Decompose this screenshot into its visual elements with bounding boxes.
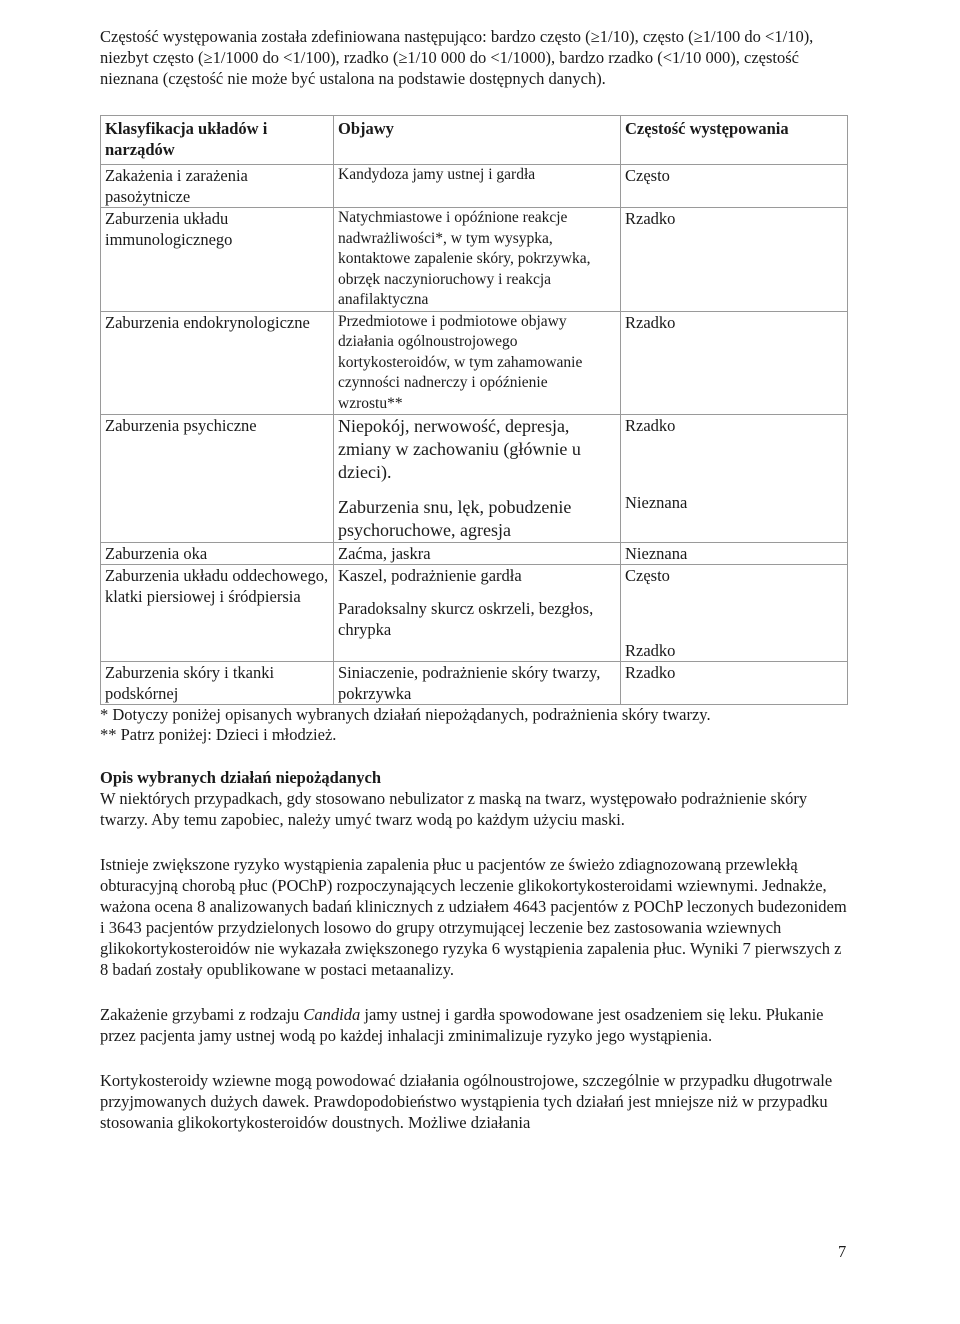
frequency-text: Często xyxy=(625,566,670,585)
table-row xyxy=(101,543,848,565)
symptom-cell: Kandydoza jamy ustnej i gardła xyxy=(334,165,621,208)
table-row xyxy=(101,311,848,415)
symptom-cell: Siniaczenie, podrażnienie skóry twarzy, pokrzywka xyxy=(334,662,621,705)
organ-class-cell: Zaburzenia psychiczne xyxy=(101,415,334,543)
table-row xyxy=(101,415,848,543)
table-row xyxy=(101,165,848,208)
frequency-cell xyxy=(621,565,848,662)
organ-class-cell: Zaburzenia układu immunologicznego xyxy=(101,208,334,312)
organ-class-cell: Zakażenia i zarażenia pasożytnicze xyxy=(101,165,334,208)
page-number: 7 xyxy=(838,1242,847,1261)
frequency-text: Rzadko xyxy=(625,416,676,435)
paragraph-candida xyxy=(100,1004,850,1046)
adverse-effects-table xyxy=(100,115,848,705)
symptom-text: Kaszel, podrażnienie gardła xyxy=(338,566,522,585)
frequency-text-secondary: Rzadko xyxy=(625,641,676,660)
candida-term: Candida xyxy=(303,1005,361,1024)
table-row xyxy=(101,565,848,662)
symptom-cell xyxy=(334,565,621,662)
organ-class-cell: Zaburzenia oka xyxy=(101,543,334,565)
symptom-cell xyxy=(334,415,621,543)
symptom-text-secondary: Paradoksalny skurcz oskrzeli, bezgłos, chrypka xyxy=(338,599,594,639)
organ-class-cell: Zaburzenia skóry i tkanki podskórnej xyxy=(101,662,334,705)
candida-text-after: jamy ustnej i gardła spowodowane jest osadzeniem się leku. Płukanie przez pacjenta jamy ustnej wodą po każdej inhalacji zminimalizuje ryzyko jego wystąpienia. xyxy=(100,1005,824,1045)
frequency-cell: Rzadko xyxy=(621,662,848,705)
symptom-text-secondary: Zaburzenia snu, lęk, pobudzenie psychoruchowe, agresja xyxy=(338,497,572,540)
header-organ-class: Klasyfikacja układów i narządów xyxy=(101,116,334,165)
paragraph-pneumonia: Istnieje zwiększone ryzyko wystąpienia zapalenia płuc u pacjentów ze świeżo zdiagnozowaną przewlekłą obturacyjną chorobą płuc (POChP) rozpoczynających leczenie glikokortykosteroidami wziewnymi. Jednakże, ważona ocena 8 analizowanych badań klinicznych z udziałem 4643 pacjentów z POChP leczonych budezonidem i 3643 pacjentów przydzielonych losowo do grupy otrzymującej leczenie bez zastosowania wziewnych glikokortykosteroidów nie wykazała zwiększonego ryzyka 6 wystąpienia zapalenia płuc. Wyniki 7 pierwszych z 8 badań zostały opublikowane w postaci metaanalizy. xyxy=(100,855,847,979)
table-row xyxy=(101,662,848,705)
symptom-text: Niepokój, nerwowość, depresja, zmiany w zachowaniu (głównie u dzieci). xyxy=(338,416,581,482)
frequency-cell: Nieznana xyxy=(621,543,848,565)
symptom-cell: Natychmiastowe i opóźnione reakcje nadwrażliwości*, w tym wysypka, kontaktowe zapalenie skóry, pokrzywka, obrzęk naczynioruchowy i reakcja anafilaktyczna xyxy=(334,208,621,312)
document-page xyxy=(100,26,850,1133)
section-title: Opis wybranych działań niepożądanych xyxy=(100,768,382,787)
frequency-cell: Rzadko xyxy=(621,311,848,415)
symptom-cell: Zaćma, jaskra xyxy=(334,543,621,565)
table-row xyxy=(101,208,848,312)
organ-class-cell: Zaburzenia układu oddechowego, klatki piersiowej i śródpiersia xyxy=(101,565,334,662)
intro-paragraph: Częstość występowania została zdefiniowana następująco: bardzo często (≥1/10), często (≥1/100 do <1/10), niezbyt często (≥1/1000 do <1/100), rzadko (≥1/10 000 do <1/1000), bardzo rzadko (<1/10 000), częstość nieznana (częstość nie może być ustalona na podstawie dostępnych danych). xyxy=(100,27,814,88)
table-footnotes xyxy=(100,705,850,745)
organ-class-cell: Zaburzenia endokrynologiczne xyxy=(101,311,334,415)
symptom-cell: Przedmiotowe i podmiotowe objawy działania ogólnoustrojowego kortykosteroidów, w tym zahamowanie czynności nadnerczy i opóźnienie wzrostu** xyxy=(334,311,621,415)
frequency-cell: Rzadko xyxy=(621,208,848,312)
paragraph-systemic-effects: Kortykosteroidy wziewne mogą powodować działania ogólnoustrojowe, szczególnie w przypadku długotrwale przyjmowanych dużych dawek. Prawdopodobieństwo wystąpienia tych działań jest mniejsze niż w przypadku stosowania glikokortykosteroidów doustnych. Możliwe działania xyxy=(100,1071,833,1132)
frequency-text-secondary: Nieznana xyxy=(625,493,688,512)
footnote-2: ** Patrz poniżej: Dzieci i młodzież. xyxy=(100,725,337,744)
paragraph-nebulizer: W niektórych przypadkach, gdy stosowano nebulizator z maską na twarz, występowało podrażnienie skóry twarzy. Aby temu zapobiec, należy umyć twarz wodą po każdym użyciu maski. xyxy=(100,789,808,829)
candida-text-before: Zakażenie grzybami z rodzaju xyxy=(100,1005,304,1024)
footnote-1: * Dotyczy poniżej opisanych wybranych działań niepożądanych, podrażnienia skóry twarzy. xyxy=(100,705,711,724)
frequency-cell: Często xyxy=(621,165,848,208)
header-frequency: Częstość występowania xyxy=(621,116,848,165)
frequency-cell xyxy=(621,415,848,543)
header-symptoms: Objawy xyxy=(334,116,621,165)
table-header-row xyxy=(101,116,848,165)
